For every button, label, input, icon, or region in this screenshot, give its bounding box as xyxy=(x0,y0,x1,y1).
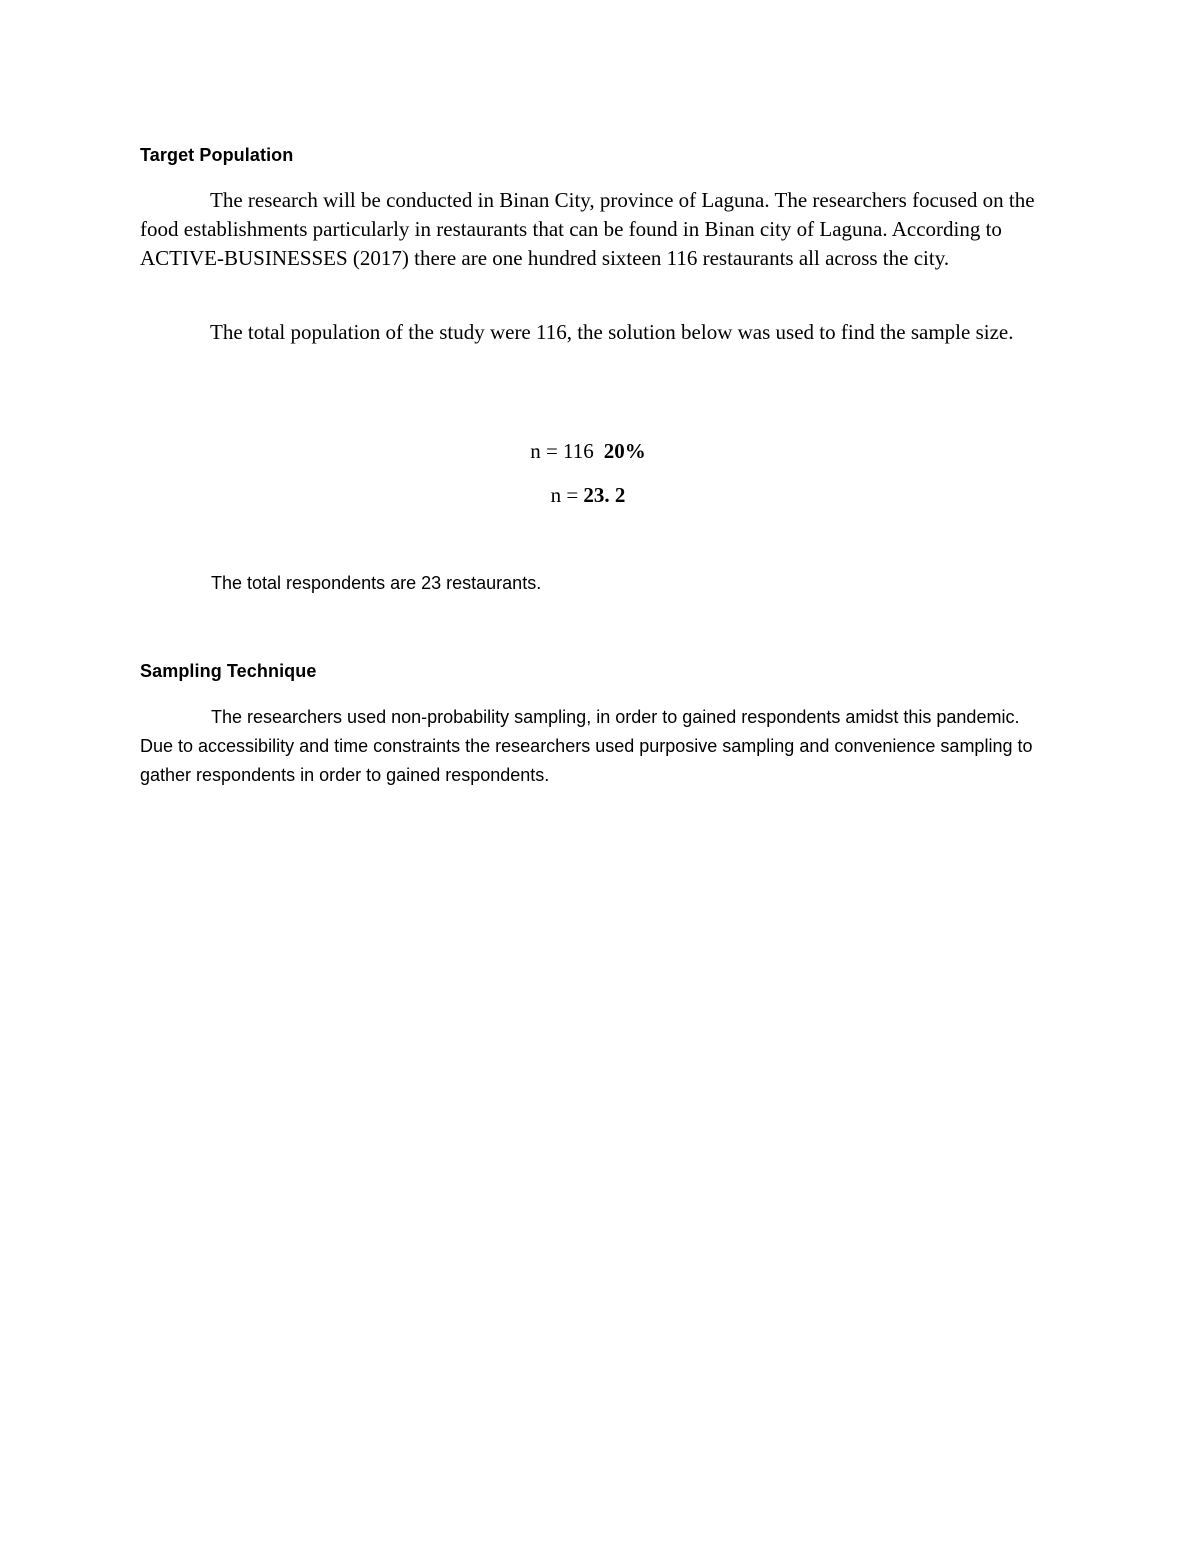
sample-size-formula xyxy=(0,439,1176,464)
formula-line2-rhs: 23. 2 xyxy=(583,483,626,507)
sampling-technique-heading: Sampling Technique xyxy=(140,661,317,681)
sample-size-result xyxy=(0,483,1176,508)
total-respondents-text: The total respondents are 23 restaurants. xyxy=(211,573,542,593)
sampling-technique-paragraph: The researchers used non-probability sampling, in order to gained respondents amidst this pandemic. Due to accessibility and time constraints the researchers used purposive sampling and convenience sampling to gather respondents in order to gained respondents. xyxy=(140,707,1033,785)
target-population-heading: Target Population xyxy=(140,145,294,165)
formula-line2-lhs: n = xyxy=(550,483,579,507)
formula-line1-rhs: 20% xyxy=(603,439,646,463)
formula-line1-lhs: n = 116 xyxy=(530,439,594,463)
target-population-paragraph-2: The total population of the study were 116, the solution below was used to find the sample size. xyxy=(210,320,1014,344)
target-population-paragraph-1: The research will be conducted in Binan City, province of Laguna. The researchers focused on the food establishments particularly in restaurants that can be found in Binan city of Laguna. According to ACTIVE-BUSINESSES (2017) there are one hundred sixteen 116 restaurants all across the city. xyxy=(140,188,1035,270)
